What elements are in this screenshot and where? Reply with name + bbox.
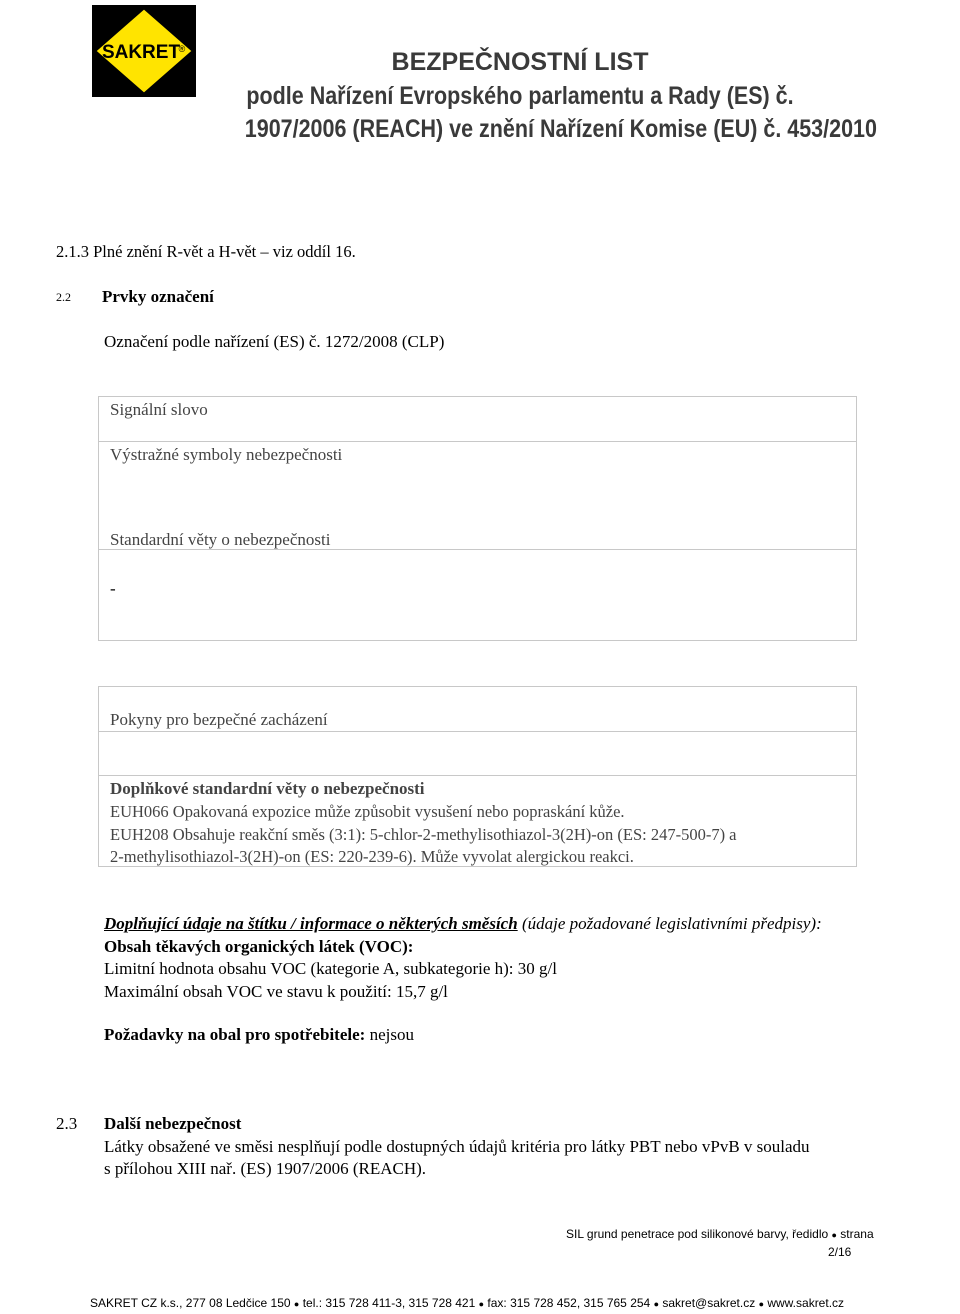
signal-word-label: Signální slovo (110, 400, 208, 419)
euh066: EUH066 Opakovaná expozice může způsobit vysušení nebo popraskání kůže. (110, 802, 625, 821)
logo-wordmark: SAKRET (101, 42, 181, 63)
section-2-2-title: Prvky označení (102, 287, 214, 306)
section-2-3-text-2: s přílohou XIII nař. (ES) 1907/2006 (REACH). (104, 1159, 427, 1178)
precautionary-label: Pokyny pro bezpečné zacházení (110, 710, 328, 729)
supplement-heading: Doplňující údaje na štítku / informace o některých směsích (údaje požadované legislativními předpisy): (104, 914, 822, 933)
voc-title: Obsah těkavých organických látek (VOC): (104, 937, 414, 956)
sakret-logo (92, 5, 196, 97)
clp-table (98, 396, 857, 641)
footer-contacts: SAKRET CZ k.s., 277 08 Ledčice 150 ● tel.: 315 728 411-3, 315 728 421 ● fax: 315 728 452, 315 765 254 ● sakret@sakret.cz ● www.sakret.cz (90, 1296, 845, 1310)
doc-subtitle-2: 1907/2006 (REACH) ve znění Nařízení Komise (EU) č. 453/2010 (244, 115, 877, 143)
section-2-2-number: 2.2 (56, 290, 71, 304)
clp-label: Označení podle nařízení (ES) č. 1272/2008 (CLP) (104, 332, 445, 351)
bullet-icon: ● (293, 1299, 300, 1309)
section-2-3-title: Další nebezpečnost (104, 1114, 242, 1133)
hazard-statements-value: - (110, 579, 116, 598)
hazard-symbols-label: Výstražné symboly nebezpečnosti (110, 445, 343, 464)
footer-product: SIL grund penetrace pod silikonové barvy, ředidlo ● strana (566, 1227, 874, 1241)
page-number: 2/16 (828, 1245, 852, 1259)
euh208-line1: EUH208 Obsahuje reakční směs (3:1): 5-chlor-2-methylisothiazol-3(2H)-on (ES: 247-500-7) a (110, 825, 737, 844)
voc-limit: Limitní hodnota obsahu VOC (kategorie A, subkategorie h): 30 g/l (104, 959, 557, 978)
bullet-icon: ● (653, 1299, 659, 1309)
bullet-icon: ● (831, 1230, 837, 1240)
section-2-3-text-1: Látky obsažené ve směsi nesplňují podle dostupných údajů kritéria pro látky PBT nebo vPvB v souladu (104, 1137, 810, 1156)
euh208-line2: 2-methylisothiazol-3(2H)-on (ES: 220-239-6). Může vyvolat alergickou reakci. (110, 847, 634, 866)
doc-title: BEZPEČNOSTNÍ LIST (391, 48, 649, 76)
bullet-icon: ● (478, 1299, 485, 1309)
bullet-icon: ● (758, 1299, 764, 1309)
section-2-1-3: 2.1.3 Plné znění R-vět a H-vět – viz oddíl 16. (56, 242, 356, 261)
hazard-statements-label: Standardní věty o nebezpečnosti (110, 530, 331, 549)
doc-subtitle-1: podle Nařízení Evropského parlamentu a Rady (ES) č. (246, 82, 794, 110)
logo-reg-mark: ® (178, 44, 186, 54)
section-2-3-number: 2.3 (56, 1114, 78, 1133)
packaging-requirements: Požadavky na obal pro spotřebitele: nejsou (104, 1025, 414, 1044)
voc-max: Maximální obsah VOC ve stavu k použití: 15,7 g/l (104, 982, 448, 1001)
supplemental-title: Doplňkové standardní věty o nebezpečnosti (110, 779, 425, 798)
